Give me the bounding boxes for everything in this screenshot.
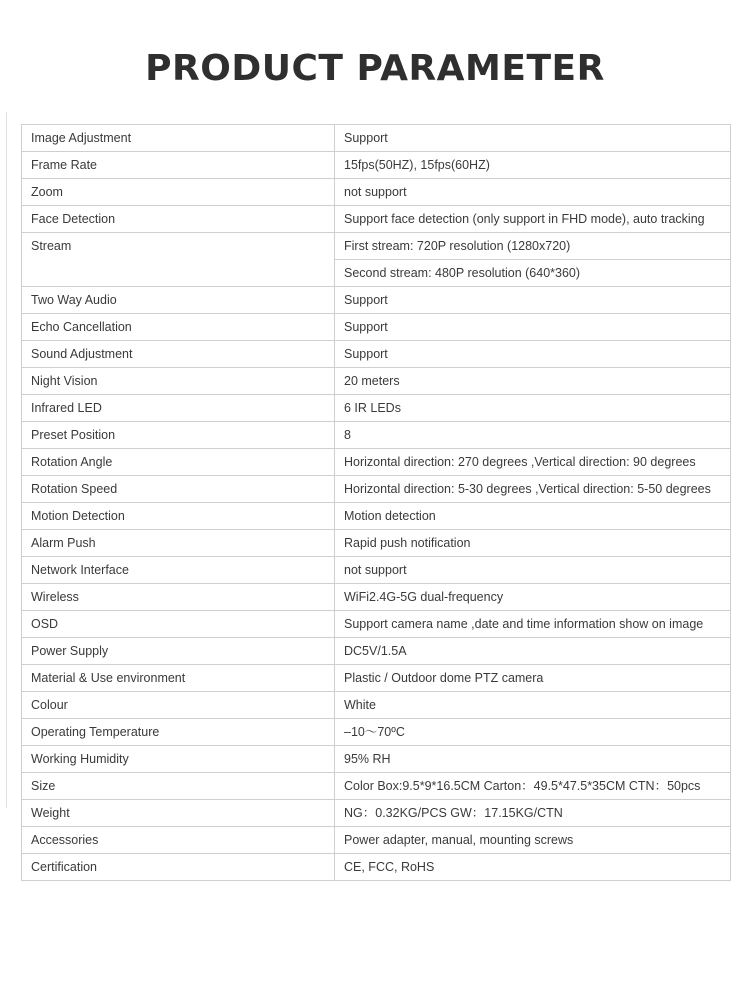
spec-value: 15fps(50HZ), 15fps(60HZ): [335, 152, 731, 179]
spec-value: Support: [335, 287, 731, 314]
table-row: [22, 422, 731, 449]
spec-label: Wireless: [22, 584, 335, 611]
spec-label: Rotation Angle: [22, 449, 335, 476]
spec-value: not support: [335, 179, 731, 206]
spec-label: Stream: [22, 233, 335, 287]
spec-label: Material & Use environment: [22, 665, 335, 692]
spec-value: NG：0.32KG/PCS GW：17.15KG/CTN: [335, 800, 731, 827]
spec-value: Support face detection (only support in FHD mode), auto tracking: [335, 206, 731, 233]
table-row: [22, 314, 731, 341]
table-row: [22, 557, 731, 584]
spec-label: Accessories: [22, 827, 335, 854]
spec-value: White: [335, 692, 731, 719]
table-row: [22, 773, 731, 800]
spec-label: Certification: [22, 854, 335, 881]
spec-label: Motion Detection: [22, 503, 335, 530]
spec-label: Face Detection: [22, 206, 335, 233]
spec-value: First stream: 720P resolution (1280x720): [335, 233, 731, 260]
spec-label: Colour: [22, 692, 335, 719]
spec-value: Support: [335, 314, 731, 341]
table-row: [22, 638, 731, 665]
spec-label: Preset Position: [22, 422, 335, 449]
table-row: [22, 584, 731, 611]
spec-label: OSD: [22, 611, 335, 638]
spec-value: 6 IR LEDs: [335, 395, 731, 422]
table-row: [22, 665, 731, 692]
spec-table: [21, 124, 731, 881]
table-row: [22, 368, 731, 395]
table-row: [22, 125, 731, 152]
spec-value: not support: [335, 557, 731, 584]
spec-value: Support: [335, 125, 731, 152]
spec-label: Sound Adjustment: [22, 341, 335, 368]
table-row: [22, 341, 731, 368]
spec-value: Power adapter, manual, mounting screws: [335, 827, 731, 854]
table-row: [22, 746, 731, 773]
spec-label: Weight: [22, 800, 335, 827]
spec-value: –10～70ºC: [335, 719, 731, 746]
spec-value: Second stream: 480P resolution (640*360): [335, 260, 731, 287]
spec-value: Horizontal direction: 270 degrees ,Vertical direction: 90 degrees: [335, 449, 731, 476]
spec-value: Motion detection: [335, 503, 731, 530]
table-row: [22, 287, 731, 314]
spec-value: Support: [335, 341, 731, 368]
spec-label: Echo Cancellation: [22, 314, 335, 341]
spec-label: Working Humidity: [22, 746, 335, 773]
table-row: [22, 800, 731, 827]
spec-label: Two Way Audio: [22, 287, 335, 314]
spec-label: Power Supply: [22, 638, 335, 665]
spec-label: Alarm Push: [22, 530, 335, 557]
table-row: [22, 530, 731, 557]
spec-label: Rotation Speed: [22, 476, 335, 503]
table-row: [22, 503, 731, 530]
spec-value: Support camera name ,date and time information show on image: [335, 611, 731, 638]
spec-value: 20 meters: [335, 368, 731, 395]
spec-value: Rapid push notification: [335, 530, 731, 557]
spec-label: Size: [22, 773, 335, 800]
spec-table-body: [22, 125, 731, 881]
spec-label: Zoom: [22, 179, 335, 206]
spec-label: Image Adjustment: [22, 125, 335, 152]
table-row: [22, 719, 731, 746]
table-row: [22, 233, 731, 260]
spec-label: Night Vision: [22, 368, 335, 395]
spec-value: WiFi2.4G-5G dual-frequency: [335, 584, 731, 611]
page-title: PRODUCT PARAMETER: [145, 48, 605, 89]
table-row: [22, 179, 731, 206]
spec-value: DC5V/1.5A: [335, 638, 731, 665]
spec-value: Color Box:9.5*9*16.5CM Carton：49.5*47.5*35CM CTN：50pcs: [335, 773, 731, 800]
table-row: [22, 692, 731, 719]
spec-value: CE, FCC, RoHS: [335, 854, 731, 881]
spec-label: Infrared LED: [22, 395, 335, 422]
table-row: [22, 476, 731, 503]
table-row: [22, 206, 731, 233]
spec-value: Horizontal direction: 5-30 degrees ,Vertical direction: 5-50 degrees: [335, 476, 731, 503]
spec-label: Network Interface: [22, 557, 335, 584]
table-row: [22, 152, 731, 179]
left-divider: [6, 112, 7, 808]
spec-label: Frame Rate: [22, 152, 335, 179]
table-row: [22, 827, 731, 854]
spec-label: Operating Temperature: [22, 719, 335, 746]
table-row: [22, 449, 731, 476]
table-row: [22, 611, 731, 638]
table-row: [22, 395, 731, 422]
table-row: [22, 854, 731, 881]
spec-value: Plastic / Outdoor dome PTZ camera: [335, 665, 731, 692]
spec-value: 8: [335, 422, 731, 449]
spec-value: 95% RH: [335, 746, 731, 773]
